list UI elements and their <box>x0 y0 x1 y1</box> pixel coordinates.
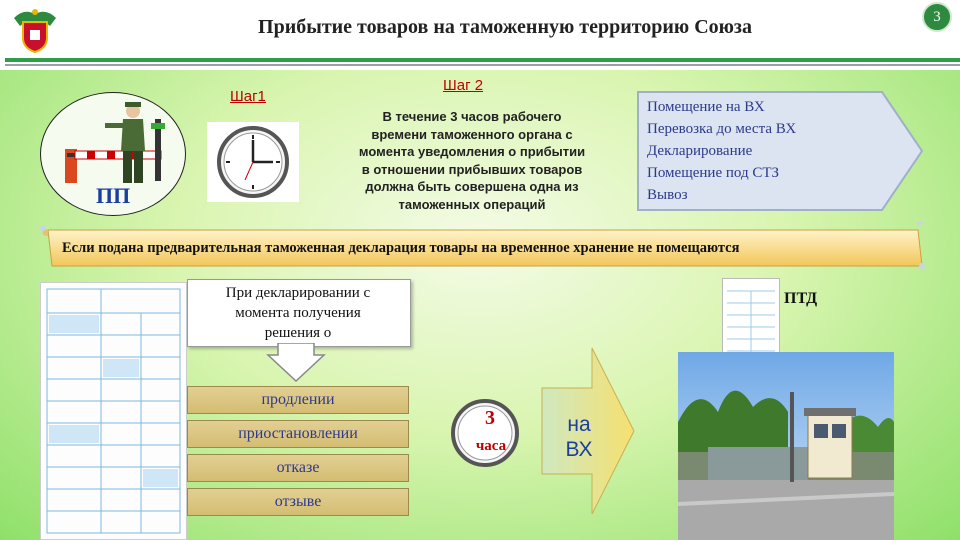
header-divider <box>5 58 960 62</box>
operation-item: Помещение на ВХ <box>647 99 765 115</box>
ptd-document-image <box>722 278 780 362</box>
operations-list <box>647 96 796 206</box>
banner-text: Если подана предварительная таможенная декларация товары на временное хранение не помещаются <box>62 240 740 256</box>
step2-label: Шаг 2 <box>443 77 484 94</box>
timer-unit: часа <box>475 438 507 454</box>
decision-prolongation: продлении <box>187 386 409 414</box>
arrow-line: ВХ <box>565 438 593 461</box>
header-divider-thin <box>5 64 960 66</box>
step2-description <box>322 108 622 213</box>
arrow-text <box>546 412 612 462</box>
checkpoint-label: ПП <box>96 183 131 208</box>
warehouse-photo <box>678 352 894 540</box>
step2-line: времени таможенного органа с <box>371 126 573 142</box>
callout-line: При декларировании с <box>225 285 371 301</box>
clock-icon <box>207 122 299 202</box>
step2-line: момента уведомления о прибытии <box>358 144 586 159</box>
callout-line: момента получения <box>235 305 361 321</box>
step1-label: Шаг1 <box>230 88 266 105</box>
timer-number: 3 <box>485 407 495 429</box>
decision-refusal: отказе <box>187 454 409 482</box>
down-arrow-icon <box>266 343 326 383</box>
declaration-document-image <box>40 282 187 540</box>
page-title: Прибытие товаров на таможенную территорию Союза <box>258 16 752 38</box>
operation-item: Декларирование <box>647 143 753 159</box>
operation-item: Помещение под СТЗ <box>647 165 780 181</box>
step2-line: должна быть совершена одна из <box>365 179 579 194</box>
step2-line: в отношении прибывших товаров <box>361 161 583 177</box>
step2-line: В течение 3 часов рабочего <box>382 109 562 124</box>
operation-item: Вывоз <box>647 187 688 203</box>
step2-line: таможенных операций <box>398 196 546 212</box>
arrow-line: на <box>567 413 591 436</box>
callout-line: решения о <box>264 325 332 341</box>
decision-suspension: приостановлении <box>187 420 409 448</box>
decision-revocation: отзыве <box>187 488 409 516</box>
callout-text <box>190 283 406 343</box>
operation-item: Перевозка до места ВХ <box>647 121 797 137</box>
page-number-badge: 3 <box>922 2 952 32</box>
ptd-label: ПТД <box>784 290 818 307</box>
